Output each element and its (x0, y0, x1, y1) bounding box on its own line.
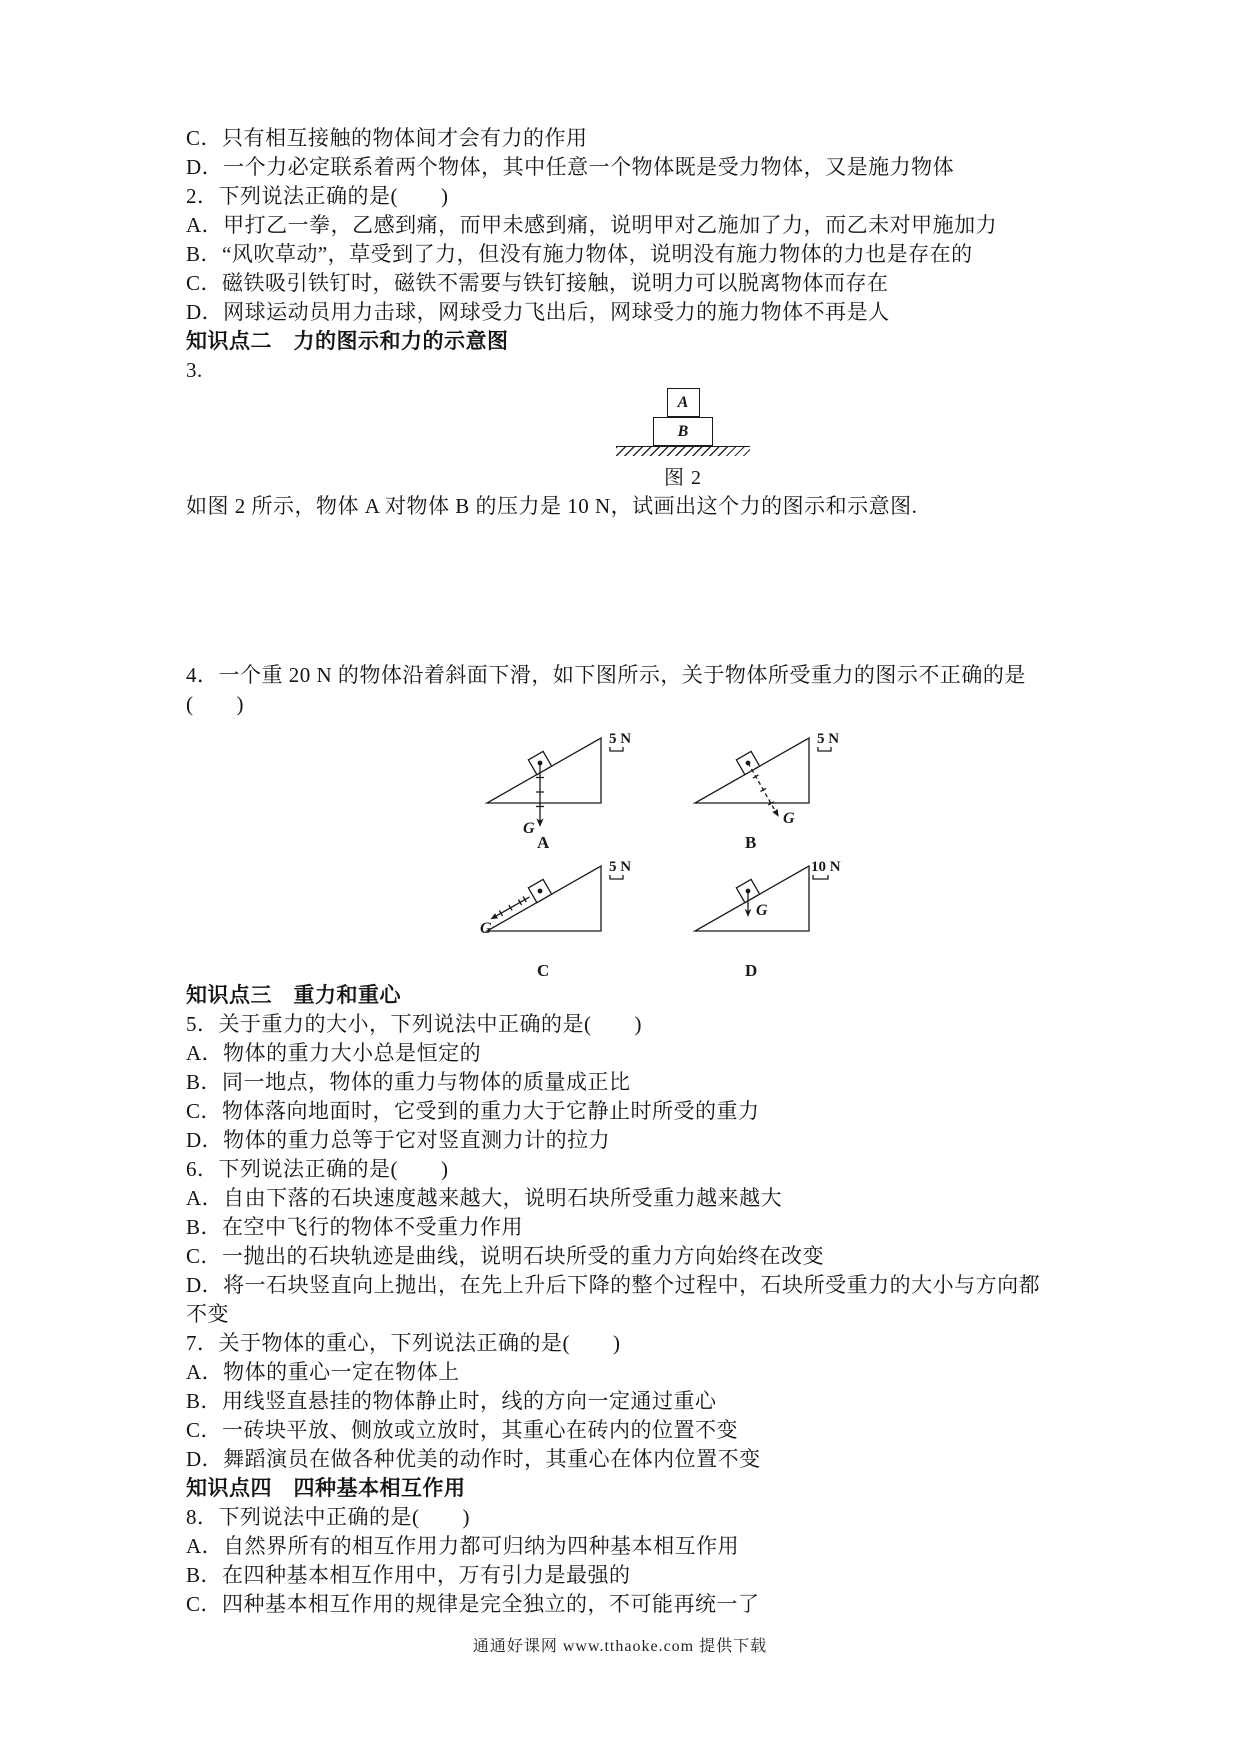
q4-diagram-d (687, 851, 887, 979)
section-heading-3: 知识点三 重力和重心 (186, 984, 401, 1007)
q1-option-c: C．只有相互接触的物体间才会有力的作用 (186, 126, 588, 150)
gravity-vector-line (494, 897, 530, 917)
q7-option-d: D．舞蹈演员在做各种优美的动作时，其重心在体内位置不变 (186, 1447, 761, 1471)
figure2-block-b-label: B (677, 422, 689, 440)
diagram-letter: B (745, 833, 757, 851)
q2-option-a: A．甲打乙一拳，乙感到痛，而甲未感到痛，说明甲对乙施加了力，而乙未对甲施加力 (186, 213, 998, 237)
q8-option-c: C．四种基本相互作用的规律是完全独立的，不可能再统一了 (186, 1592, 760, 1616)
q3-number: 3. (186, 358, 203, 382)
q7-stem: 7．关于物体的重心，下列说法正确的是( ) (186, 1331, 621, 1355)
scale-label: 10 N (811, 859, 841, 875)
section-heading-2: 知识点二 力的图示和力的示意图 (186, 330, 509, 353)
q4-stem-line2: ( ) (186, 692, 244, 716)
diagram-letter: D (745, 961, 758, 979)
q6-option-d-line1: D．将一石块竖直向上抛出，在先上升后下降的整个过程中，石块所受重力的大小与方向都 (186, 1273, 1041, 1297)
block-center-dot (538, 889, 543, 894)
q2-option-c: C．磁铁吸引铁钉时，磁铁不需要与铁钉接触，说明力可以脱离物体而存在 (186, 271, 889, 295)
q5-option-d: D．物体的重力总等于它对竖直测力计的拉力 (186, 1128, 611, 1152)
figure2-caption: 图 2 (664, 467, 702, 489)
arrowhead-down-right (772, 809, 778, 817)
figure2-block-a-label: A (677, 393, 689, 411)
section-heading-4: 知识点四 四种基本相互作用 (186, 1477, 466, 1500)
g-label: G (480, 920, 492, 937)
q4-diagram-b (687, 723, 887, 851)
q2-option-d: D．网球运动员用力击球，网球受力飞出后，网球受力的施力物体不再是人 (186, 300, 890, 324)
q6-option-d-line2: 不变 (186, 1302, 229, 1326)
figure2-ground-hatch (616, 446, 750, 456)
q8-option-a: A．自然界所有的相互作用力都可归纳为四种基本相互作用 (186, 1534, 740, 1558)
q5-stem: 5．关于重力的大小，下列说法中正确的是( ) (186, 1012, 642, 1036)
scale-label: 5 N (609, 731, 632, 747)
diagram-letter: A (537, 833, 550, 851)
q6-option-b: B．在空中飞行的物体不受重力作用 (186, 1215, 524, 1239)
page-footer: 通通好课网 www.tthaoke.com 提供下载 (472, 1638, 768, 1655)
q5-option-b: B．同一地点，物体的重力与物体的质量成正比 (186, 1070, 631, 1094)
q2-option-b: B．“风吹草动”，草受到了力，但没有施力物体，说明没有施力物体的力也是存在的 (186, 242, 973, 266)
q4-stem-line1: 4．一个重 20 N 的物体沿着斜面下滑，如下图所示，关于物体所受重力的图示不正确的是 (186, 663, 1026, 687)
g-label: G (523, 820, 535, 837)
scale-bracket (813, 875, 828, 879)
scale-ticks (753, 775, 774, 805)
figure2-block-a (667, 388, 700, 417)
q6-option-c: C．一抛出的石块轨迹是曲线，说明石块所受的重力方向始终在改变 (186, 1244, 825, 1268)
scale-bracket (818, 747, 831, 751)
q4-diagram-c (479, 851, 679, 979)
q4-diagram-grid (186, 723, 1180, 979)
q7-option-c: C．一砖块平放、侧放或立放时，其重心在砖内的位置不变 (186, 1418, 739, 1442)
q8-option-b: B．在四种基本相互作用中，万有引力是最强的 (186, 1563, 631, 1587)
q3-stem: 如图 2 所示，物体 A 对物体 B 的压力是 10 N，试画出这个力的图示和示意图. (186, 494, 918, 518)
g-label: G (783, 810, 795, 827)
figure2-block-b (653, 417, 713, 446)
q5-option-a: A．物体的重力大小总是恒定的 (186, 1041, 482, 1065)
q7-option-a: A．物体的重心一定在物体上 (186, 1360, 460, 1384)
diagram-letter: C (537, 961, 550, 979)
q6-option-a: A．自由下落的石块速度越来越大，说明石块所受重力越来越大 (186, 1186, 783, 1210)
scale-bracket (610, 875, 623, 879)
scale-label: 5 N (817, 731, 840, 747)
q5-option-c: C．物体落向地面时，它受到的重力大于它静止时所受的重力 (186, 1099, 760, 1123)
q8-stem: 8．下列说法中正确的是( ) (186, 1505, 470, 1529)
q6-stem: 6．下列说法正确的是( ) (186, 1157, 449, 1181)
q4-diagram-a (479, 723, 679, 851)
g-label: G (756, 902, 768, 919)
q7-option-b: B．用线竖直悬挂的物体静止时，线的方向一定通过重心 (186, 1389, 717, 1413)
scale-bracket (610, 747, 623, 751)
q2-stem: 2．下列说法正确的是( ) (186, 184, 449, 208)
scale-label: 5 N (609, 859, 632, 875)
q1-option-d: D．一个力必定联系着两个物体，其中任意一个物体既是受力物体，又是施力物体 (186, 155, 955, 179)
figure-2 (603, 388, 763, 490)
